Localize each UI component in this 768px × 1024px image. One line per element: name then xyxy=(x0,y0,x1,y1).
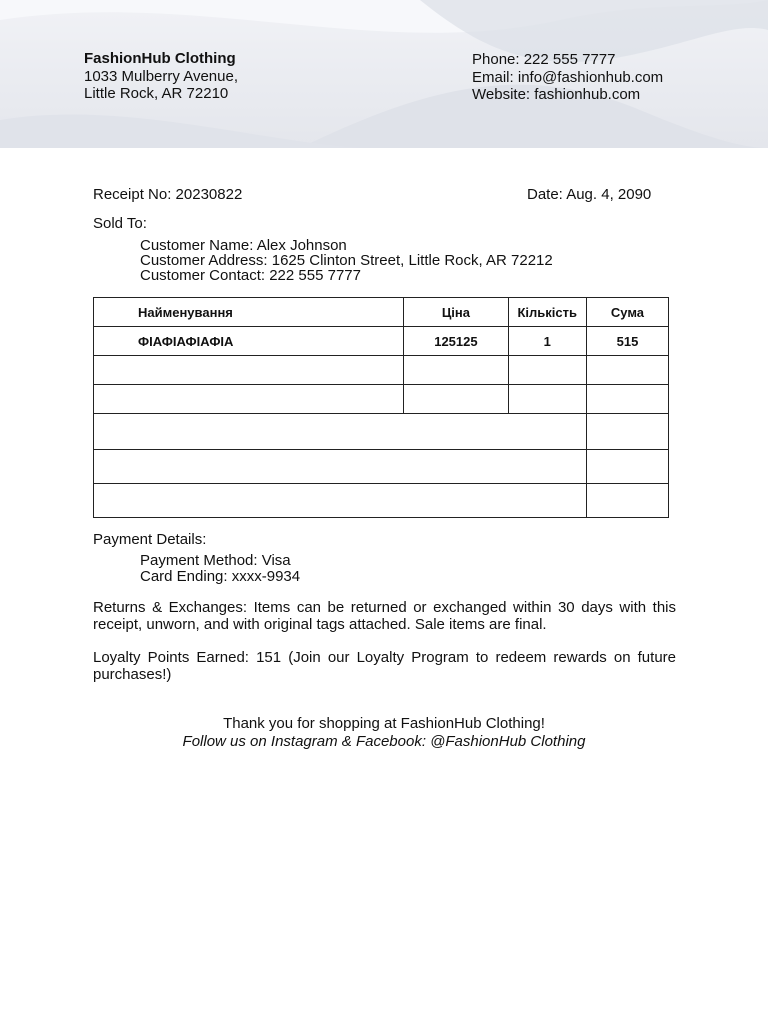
email-value[interactable]: info@fashionhub.com xyxy=(517,68,664,86)
customer-name-line xyxy=(140,238,553,253)
card-ending-line xyxy=(140,569,300,585)
thank-you-message: Thank you for shopping at FashionHub Clothing! xyxy=(223,715,545,732)
company-block xyxy=(84,50,238,103)
phone-line xyxy=(472,51,663,69)
header-band xyxy=(0,0,768,148)
loyalty-text: (Join our Loyalty Program to redeem rewards on future purchases!) xyxy=(93,649,676,683)
customer-block xyxy=(140,238,553,283)
social-follow-message: Follow us on Instagram & Facebook: @FashionHub Clothing xyxy=(182,733,586,750)
company-name: FashionHub Clothing xyxy=(84,50,236,67)
email-label: Email: xyxy=(472,68,514,86)
loyalty-label: Loyalty Points Earned: xyxy=(93,649,249,666)
empty-cell xyxy=(586,356,668,385)
returns-text: Items can be returned or exchanged within 30 days with this receipt, unworn, and with original tags attached. Sale items are final. xyxy=(93,599,677,633)
header-quantity: Кількість xyxy=(508,298,586,327)
customer-address-line xyxy=(140,253,553,268)
website-value[interactable]: fashionhub.com xyxy=(534,86,641,103)
phone-label: Phone: xyxy=(472,51,520,68)
company-address-line1: 1033 Mulberry Avenue, xyxy=(84,67,238,85)
phone-value: 222 555 7777 xyxy=(523,51,616,68)
customer-contact: 222 555 7777 xyxy=(269,267,361,284)
empty-cell xyxy=(586,450,668,484)
customer-name: Alex Johnson xyxy=(256,237,347,254)
payment-details-title: Payment Details: xyxy=(93,531,207,548)
empty-cell xyxy=(586,414,668,450)
empty-cell xyxy=(404,356,508,385)
item-price-cell: 125125 xyxy=(404,327,508,356)
customer-contact-label: Customer Contact: xyxy=(140,267,266,284)
empty-cell xyxy=(94,356,404,385)
table-row xyxy=(94,385,669,414)
empty-cell xyxy=(94,385,404,414)
empty-cell xyxy=(94,450,587,484)
empty-cell xyxy=(94,414,587,450)
receipt-number-label: Receipt No: xyxy=(93,186,172,203)
customer-address-label: Customer Address: xyxy=(140,252,268,269)
table-row xyxy=(94,450,669,484)
item-quantity-cell: 1 xyxy=(508,327,586,356)
website-line xyxy=(472,86,663,104)
receipt-number-line xyxy=(93,186,242,203)
empty-cell xyxy=(404,385,508,414)
customer-name-label: Customer Name: xyxy=(140,237,254,254)
empty-cell xyxy=(586,385,668,414)
payment-method-line xyxy=(140,553,300,569)
empty-cell xyxy=(586,484,668,518)
table-row xyxy=(94,327,669,356)
returns-label: Returns & Exchanges: xyxy=(93,599,248,616)
payment-block xyxy=(140,553,300,584)
email-line xyxy=(472,69,663,87)
empty-cell xyxy=(508,385,586,414)
table-header-row xyxy=(94,298,669,327)
customer-contact-line xyxy=(140,268,553,283)
header-sum: Сума xyxy=(586,298,668,327)
table-row xyxy=(94,484,669,518)
sold-to-title: Sold To: xyxy=(93,215,147,232)
items-table xyxy=(93,297,669,518)
date-line xyxy=(527,186,651,203)
table-row xyxy=(94,356,669,385)
customer-address: 1625 Clinton Street, Little Rock, AR 72212 xyxy=(271,252,553,269)
date-value: Aug. 4, 2090 xyxy=(566,186,652,203)
payment-method-label: Payment Method: xyxy=(140,552,258,569)
card-ending: xxxx-9934 xyxy=(231,567,301,585)
item-name-cell: ФІАФІАФІАФІА xyxy=(94,327,404,356)
loyalty-points: 151 xyxy=(256,649,282,666)
website-label: Website: xyxy=(472,86,531,103)
payment-method: Visa xyxy=(261,552,291,569)
returns-paragraph xyxy=(93,599,676,633)
card-ending-label: Card Ending: xyxy=(140,567,228,585)
header-price: Ціна xyxy=(404,298,508,327)
loyalty-paragraph xyxy=(93,649,676,683)
receipt-number: 20230822 xyxy=(175,186,243,203)
item-sum-cell: 515 xyxy=(586,327,668,356)
company-address-line2: Little Rock, AR 72210 xyxy=(84,85,229,102)
table-row xyxy=(94,414,669,450)
empty-cell xyxy=(508,356,586,385)
thank-you-block xyxy=(0,715,768,751)
header-name: Найменування xyxy=(94,298,404,327)
empty-cell xyxy=(94,484,587,518)
date-label: Date: xyxy=(527,186,563,203)
contact-block xyxy=(472,51,663,104)
